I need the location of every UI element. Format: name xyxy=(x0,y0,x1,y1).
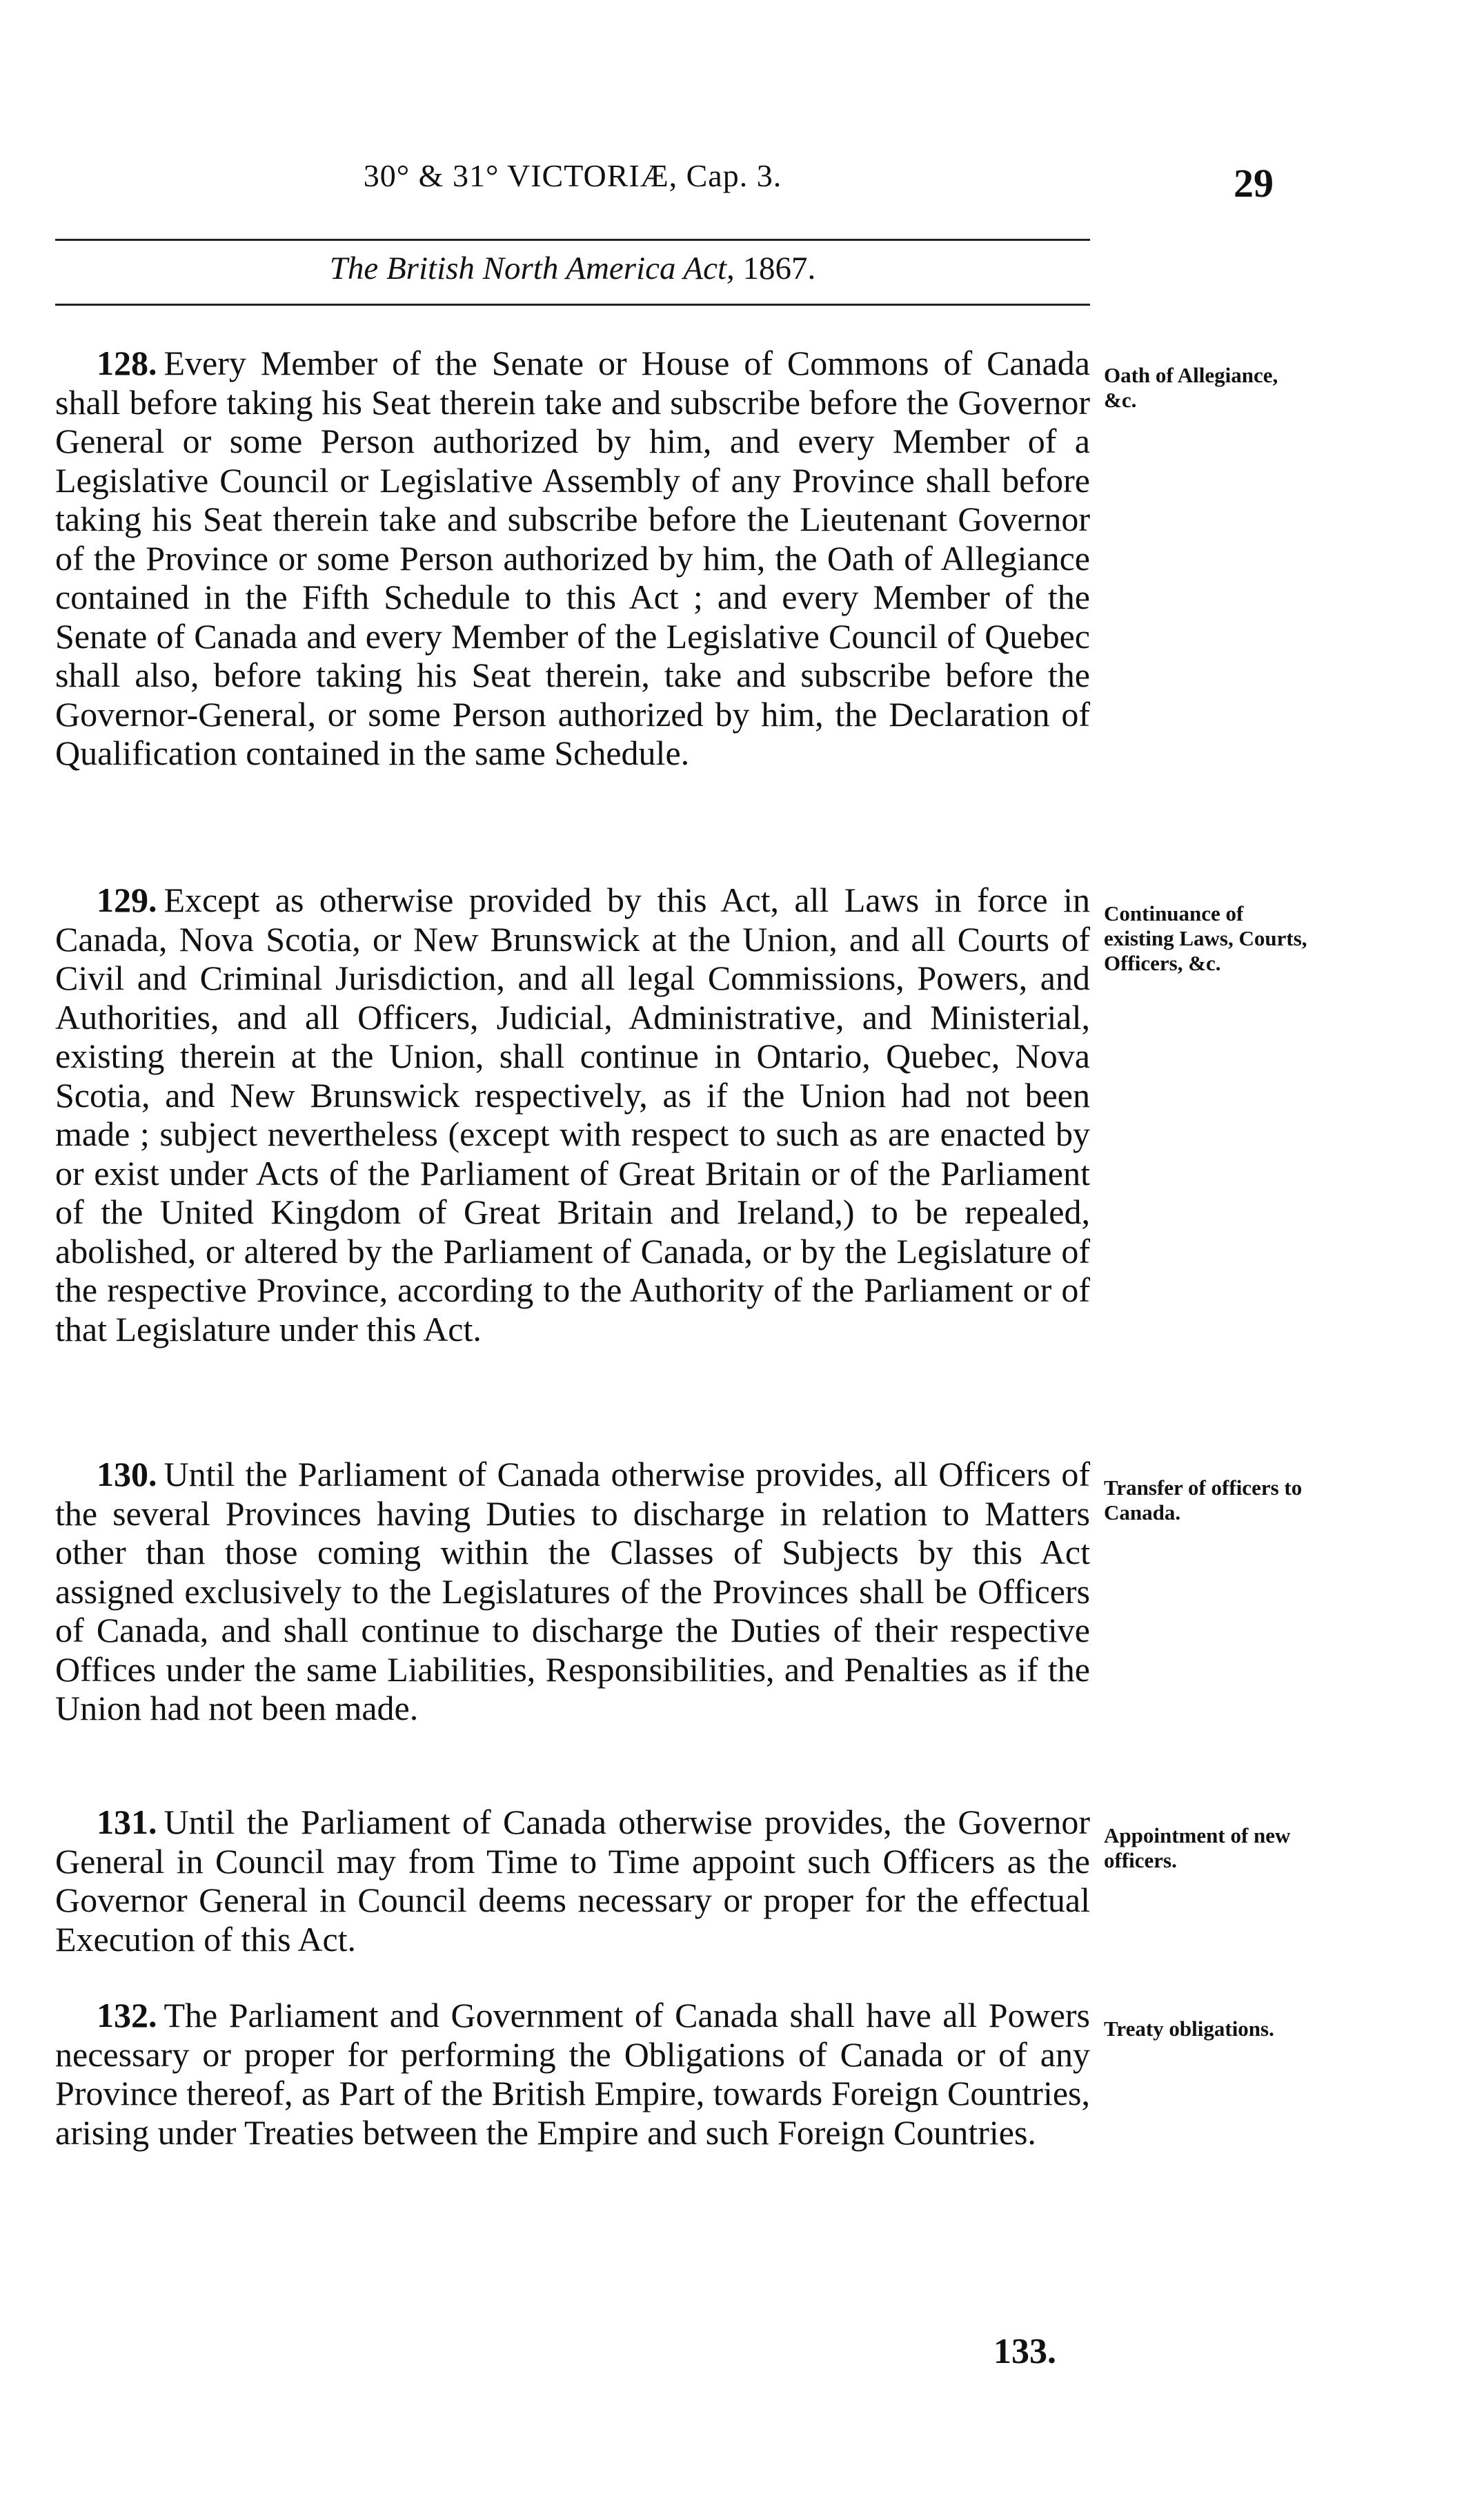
section-text: Until the Parliament of Canada otherwise provides, all Officers of the several Provinces having Duties to discharge in relation to Matters other than those coming within the Classes of Subjects by this Act assigned exclusively to the Legislatures of the Provinces shall be Officers of Canada, and shall continue to discharge the Duties of their respective Offices under the same Liabilities, Responsibilities, and Penalties as if the Union had not been made. xyxy=(55,1455,1090,1727)
section-number: 129. xyxy=(97,881,157,919)
section-132 xyxy=(55,1996,1090,2152)
section-130 xyxy=(55,1455,1090,1728)
marginal-note-132: Treaty obligations. xyxy=(1104,2017,1274,2041)
marginal-note-129: Continuance of existing Laws, Courts, Officers, &c. xyxy=(1104,901,1307,975)
section-number: 131. xyxy=(97,1803,157,1841)
page-number: 29 xyxy=(1234,161,1274,206)
header-rule-top xyxy=(55,239,1090,241)
section-number: 128. xyxy=(97,344,157,382)
header-rule-bottom xyxy=(55,304,1090,306)
act-year: 1867. xyxy=(742,251,816,286)
section-131 xyxy=(55,1803,1090,1959)
section-text: Until the Parliament of Canada otherwise provides, the Governor General in Council may from Time to Time appoint such Officers as the Governor General in Council deems necessary or proper for the effectual Execution of this Act. xyxy=(55,1803,1090,1959)
act-title: The British North America Act, xyxy=(329,251,735,286)
catchword: 133. xyxy=(993,2332,1056,2371)
marginal-note-131: Appointment of new officers. xyxy=(1104,1823,1291,1872)
section-text: Every Member of the Senate or House of Commons of Canada shall before taking his Seat therein take and subscribe before the Governor General or some Person authorized by him, and every Member of a Legislative Council or Legislative Assembly of any Province shall before taking his Seat therein take and subscribe before the Lieutenant Governor of the Province or some Person authorized by him, the Oath of Allegiance contained in the Fifth Schedule to this Act ; and every Member of the Senate of Canada and every Member of the Legislative Council of Quebec shall also, before taking his Seat therein, take and subscribe before the Governor-General, or some Person authorized by him, the Declaration of Qualification contained in the same Schedule. xyxy=(55,344,1090,772)
running-head: 30° & 31° VICTORIÆ, Cap. 3. xyxy=(363,158,782,193)
section-number: 130. xyxy=(97,1455,157,1493)
section-number: 132. xyxy=(97,1996,157,2034)
marginal-note-130: Transfer of officers to Canada. xyxy=(1104,1475,1303,1524)
section-129 xyxy=(55,881,1090,1348)
section-128 xyxy=(55,344,1090,773)
section-text: The Parliament and Government of Canada shall have all Powers necessary or proper for performing the Obligations of Canada or of any Province thereof, as Part of the British Empire, towards Foreign Countries, arising under Treaties between the Empire and such Foreign Countries. xyxy=(55,1996,1090,2152)
act-subtitle xyxy=(55,250,1090,287)
marginal-note-128: Oath of Allegiance, &c. xyxy=(1104,363,1278,412)
section-text: Except as otherwise provided by this Act, all Laws in force in Canada, Nova Scotia, or New Brunswick at the Union, and all Courts of Civil and Criminal Jurisdiction, and all legal Commissions, Powers, and Authorities, and all Officers, Judicial, Administrative, and Ministerial, existing therein at the Union, shall continue in Ontario, Quebec, Nova Scotia, and New Brunswick respectively, as if the Union had not been made ; subject nevertheless (except with respect to such as are enacted by or exist under Acts of the Parliament of Great Britain or of the Parliament of the United Kingdom of Great Britain and Ireland,) to be repealed, abolished, or altered by the Parliament of Canada, or by the Legislature of the respective Province, according to the Authority of the Parliament or of that Legislature under this Act. xyxy=(55,881,1090,1348)
